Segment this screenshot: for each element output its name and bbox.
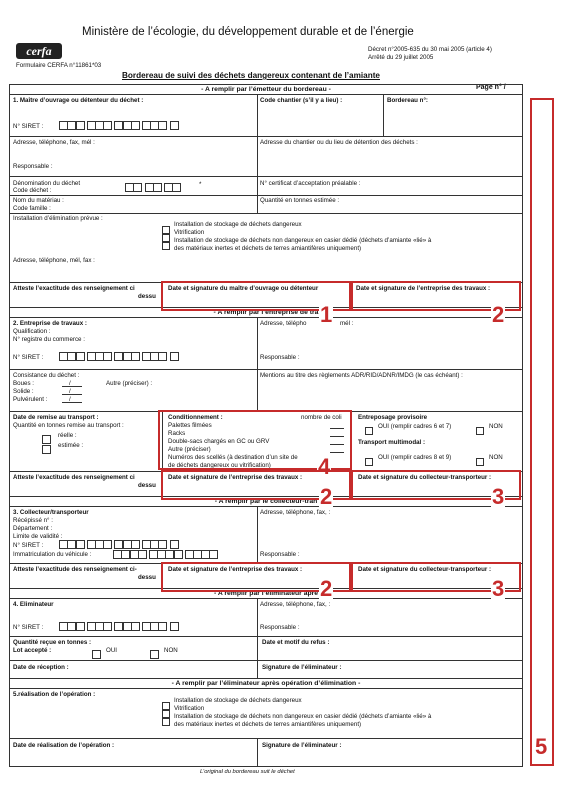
scelles-label: Numéros des scellés (à destination d’un site de <box>168 454 298 461</box>
opt-stockage-non-dangereux-label: Installation de stockage de déchets non dangereux en casier dédié (déchets d’amiante «lié» à <box>174 237 432 244</box>
pulverulent-label: Pulvérulent : <box>13 396 48 403</box>
callout-box-5 <box>530 98 554 766</box>
s5-opt-stockage-non-dangereux-label: Installation de stockage de déchets non dangereux en casier dédié (déchets d’amiante «lié» à <box>174 713 432 720</box>
s1-adresse-label: Adresse, téléphone, fax, mél : <box>13 139 95 146</box>
sig-entreprise-field-2[interactable]: Date et signature de l’entreprise des travaux : <box>168 474 303 481</box>
quantite-recue-label: Quantité reçue en tonnes : <box>13 639 92 646</box>
asterisk-mark: * <box>199 181 202 188</box>
multimodal-oui-checkbox[interactable] <box>365 453 375 471</box>
s1-siret-label: N° SIRET : <box>13 123 44 130</box>
opt-vitrification-label: Vitrification <box>174 229 205 236</box>
decree-reference: Décret n°2005-635 du 30 mai 2005 (article 4) <box>368 46 492 53</box>
cerfa-logo: cerfa <box>16 43 62 59</box>
estimee-label: estimée : <box>58 442 84 449</box>
lot-accepte-label: Lot accepté : <box>13 647 52 654</box>
palettes-label: Palettes filmées <box>168 422 212 429</box>
s2-dessus-label: dessu <box>138 482 156 489</box>
s4-signature-field[interactable]: Signature de l’éliminateur : <box>262 664 342 671</box>
s5-opt-stockage-non-dangereux-checkbox[interactable] <box>162 713 172 731</box>
certificat-label: N° certificat d’acceptation préalable : <box>260 180 361 187</box>
s2-adresse-label: Adresse, télépho <box>260 320 307 327</box>
opt-stockage-non-dangereux-checkbox[interactable] <box>162 237 172 255</box>
s5-title: 5.réalisation de l’opération : <box>13 691 96 698</box>
reelle-label: réelle : <box>58 432 77 439</box>
arrete-reference: Arrêté du 29 juillet 2005 <box>368 54 434 61</box>
s2-title: 2. Entreprise de travaux : <box>13 320 87 327</box>
s2-adresse-end: mél : <box>340 320 354 327</box>
callout-number-2a: 2 <box>492 302 505 327</box>
band-eliminateur-apres: - A remplir par l’éliminateur après opération d’élimination - <box>171 680 361 687</box>
s2-siret-label: N° SIRET : <box>13 354 44 361</box>
callout-number-3a: 3 <box>492 484 505 509</box>
s3-title: 3. Collecteur/transporteur <box>13 509 89 516</box>
autre-preciser-label: Autre (préciser) : <box>106 380 153 387</box>
callout-number-2b: 2 <box>320 484 333 509</box>
double-sacs-label: Double-sacs chargés en GC ou GRV <box>168 438 270 445</box>
code-dechet-cells[interactable] <box>126 183 181 192</box>
callout-number-4: 4 <box>318 454 331 479</box>
limite-validite-label: Limite de validité : <box>13 533 63 540</box>
code-dechet-label: Code déchet : <box>13 187 52 194</box>
callout-number-1: 1 <box>320 302 333 327</box>
autre-preciser-cond-label: Autre (préciser) <box>168 446 211 453</box>
callout-number-3b: 3 <box>492 576 505 601</box>
code-chantier-label: Code chantier (s’il y a lieu) : <box>260 97 343 104</box>
sig-collecteur-field-2[interactable]: Date et signature du collecteur-transporteur : <box>358 566 492 573</box>
s1-responsable-label: Responsable : <box>13 163 53 170</box>
s1-title: 1. Maître d’ouvrage ou détenteur du déchet : <box>13 97 144 104</box>
lot-non-label: NON <box>164 647 178 654</box>
sig-collecteur-field-1[interactable]: Date et signature du collecteur-transporteur : <box>358 474 492 481</box>
multimodal-non-checkbox[interactable] <box>476 453 486 471</box>
sig-entreprise-field-3[interactable]: Date et signature de l’entreprise des travaux : <box>168 566 303 573</box>
s5-signature-field[interactable]: Signature de l’éliminateur : <box>262 742 342 749</box>
s3-dessus-label: dessu <box>138 574 156 581</box>
s4-siret-cells[interactable] <box>60 622 179 631</box>
s3-siret-cells[interactable] <box>60 540 179 549</box>
form-number: Formulaire CERFA n°11861*03 <box>16 62 102 69</box>
form-title: Bordereau de suivi des déchets dangereux contenant de l’amiante <box>122 71 380 80</box>
nom-materiau-label: Nom du matériau : <box>13 197 64 204</box>
opt-stockage-non-dangereux-label-2: des matériaux inertes et déchets de terres amiantifères uniquement) <box>174 245 362 252</box>
entreposage-non-label: NON <box>489 423 503 430</box>
multimodal-oui-label: OUI (remplir cadres 8 et 9) <box>378 454 452 461</box>
entreposage-non-checkbox[interactable] <box>476 422 486 440</box>
installation-label: Installation d’élimination prévue : <box>13 215 103 222</box>
band-entreprise: - A remplir par l’entreprise de tra <box>213 309 319 316</box>
solide-label: Solide : <box>13 388 34 395</box>
s3-siret-label: N° SIRET : <box>13 542 44 549</box>
date-realisation-label: Date de réalisation de l’opération : <box>13 742 115 749</box>
quantite-estimee-label: Quantité en tonnes estimée : <box>260 197 340 204</box>
sig-entreprise-field-1[interactable]: Date et signature de l’entreprise des travaux : <box>356 285 491 292</box>
nombre-colis-label: nombre de coli <box>301 414 342 421</box>
lot-oui-label: OUI <box>106 647 118 654</box>
date-remise-label: Date de remise au transport : <box>13 414 99 421</box>
sig-maitre-ouvrage-field[interactable]: Date et signature du maître d’ouvrage ou détenteur <box>168 285 319 292</box>
bordereau-number-label: Bordereau n°: <box>387 97 428 104</box>
boues-slash: / <box>69 380 71 387</box>
s2-atteste-label: Atteste l’exactitude des renseignement ci <box>13 474 135 481</box>
footer-note: L’original du bordereau suit le déchet <box>200 769 295 775</box>
quantite-remise-label: Quantité en tonnes remise au transport : <box>13 422 124 429</box>
boues-label: Boues : <box>13 380 34 387</box>
s5-opt-stockage-non-dangereux-label-2: des matériaux inertes et déchets de terres amiantifères uniquement) <box>174 721 362 728</box>
solide-input[interactable] <box>62 394 82 395</box>
boues-input[interactable] <box>62 386 82 387</box>
lot-non-checkbox[interactable] <box>150 646 159 664</box>
s4-title: 4. Eliminateur <box>13 601 54 608</box>
callout-number-5: 5 <box>535 734 548 759</box>
pulverulent-input[interactable] <box>62 402 82 403</box>
s1-siret-cells[interactable] <box>60 121 179 130</box>
adresse-chantier-label: Adresse du chantier ou du lieu de détention des déchets : <box>260 139 418 146</box>
mentions-adr-label: Mentions au titre des règlements ADR/RID/ADNR/IMDG (le cas échéant) : <box>260 372 463 379</box>
recepisse-label: Récépissé n° : <box>13 517 53 524</box>
band-collecteur: - A remplir par le collecteur-tran <box>214 498 318 505</box>
entreposage-label: Entreposage provisoire <box>358 414 428 421</box>
multimodal-non-label: NON <box>489 454 503 461</box>
band-eliminateur-avant: - A remplir par l’éliminateur aprè <box>213 590 319 597</box>
s2-siret-cells[interactable] <box>60 352 179 361</box>
s1-adresse2-label: Adresse, téléphone, mél, fax : <box>13 257 95 264</box>
immatriculation-label: Immatriculation du véhicule : <box>13 551 92 558</box>
s4-responsable-label: Responsable : <box>260 624 300 631</box>
entreposage-oui-label: OUI (remplir cadres 6 et 7) <box>378 423 452 430</box>
s3-responsable-label: Responsable : <box>260 551 300 558</box>
callout-number-2c: 2 <box>320 576 333 601</box>
opt-stockage-dangereux-label: Installation de stockage de déchets dangereux <box>174 221 302 228</box>
conditionnement-label: Conditionnement : <box>168 414 223 421</box>
lot-oui-checkbox[interactable] <box>92 646 101 664</box>
pulverulent-slash: / <box>69 396 71 403</box>
motif-refus-label: Date et motif du refus : <box>262 639 330 646</box>
denomination-label: Dénomination du déchet <box>13 180 81 187</box>
s3-adresse-label: Adresse, téléphone, fax, : <box>260 509 331 516</box>
s1-dessus-label: dessu <box>138 293 156 300</box>
s3-atteste-label: Atteste l’exactitude des renseignement ci- <box>13 566 137 573</box>
s2-responsable-label: Responsable : <box>260 354 300 361</box>
code-famille-label: Code famille : <box>13 205 51 212</box>
multimodal-label: Transport multimodal : <box>358 439 426 446</box>
racks-label: Racks <box>168 430 186 437</box>
scelles-label-2: de déchets dangereux ou vitrification) <box>168 462 271 469</box>
ministry-title: Ministère de l’écologie, du développement durable et de l’énergie <box>82 26 414 38</box>
entreposage-oui-checkbox[interactable] <box>365 422 375 440</box>
page-number-label: Page n° / <box>476 84 506 91</box>
s4-siret-label: N° SIRET : <box>13 624 44 631</box>
s1-atteste-label: Atteste l’exactitude des renseignement ci <box>13 285 135 292</box>
s4-adresse-label: Adresse, téléphone, fax, : <box>260 601 331 608</box>
qualification-label: Qualification : <box>13 328 51 335</box>
s5-opt-vitrification-label: Vitrification <box>174 705 205 712</box>
date-reception-label: Date de réception : <box>13 664 69 671</box>
registre-label: N° registre du commerce : <box>13 336 85 343</box>
s5-opt-stockage-dangereux-label: Installation de stockage de déchets dangereux <box>174 697 302 704</box>
consistance-label: Consistance du déchet : <box>13 372 80 379</box>
solide-slash: / <box>69 388 71 395</box>
immatriculation-cells[interactable] <box>114 550 218 559</box>
band-emitter: - A remplir par l’émetteur du bordereau - <box>201 86 331 93</box>
departement-label: Département : <box>13 525 53 532</box>
estimee-checkbox[interactable] <box>42 441 51 459</box>
